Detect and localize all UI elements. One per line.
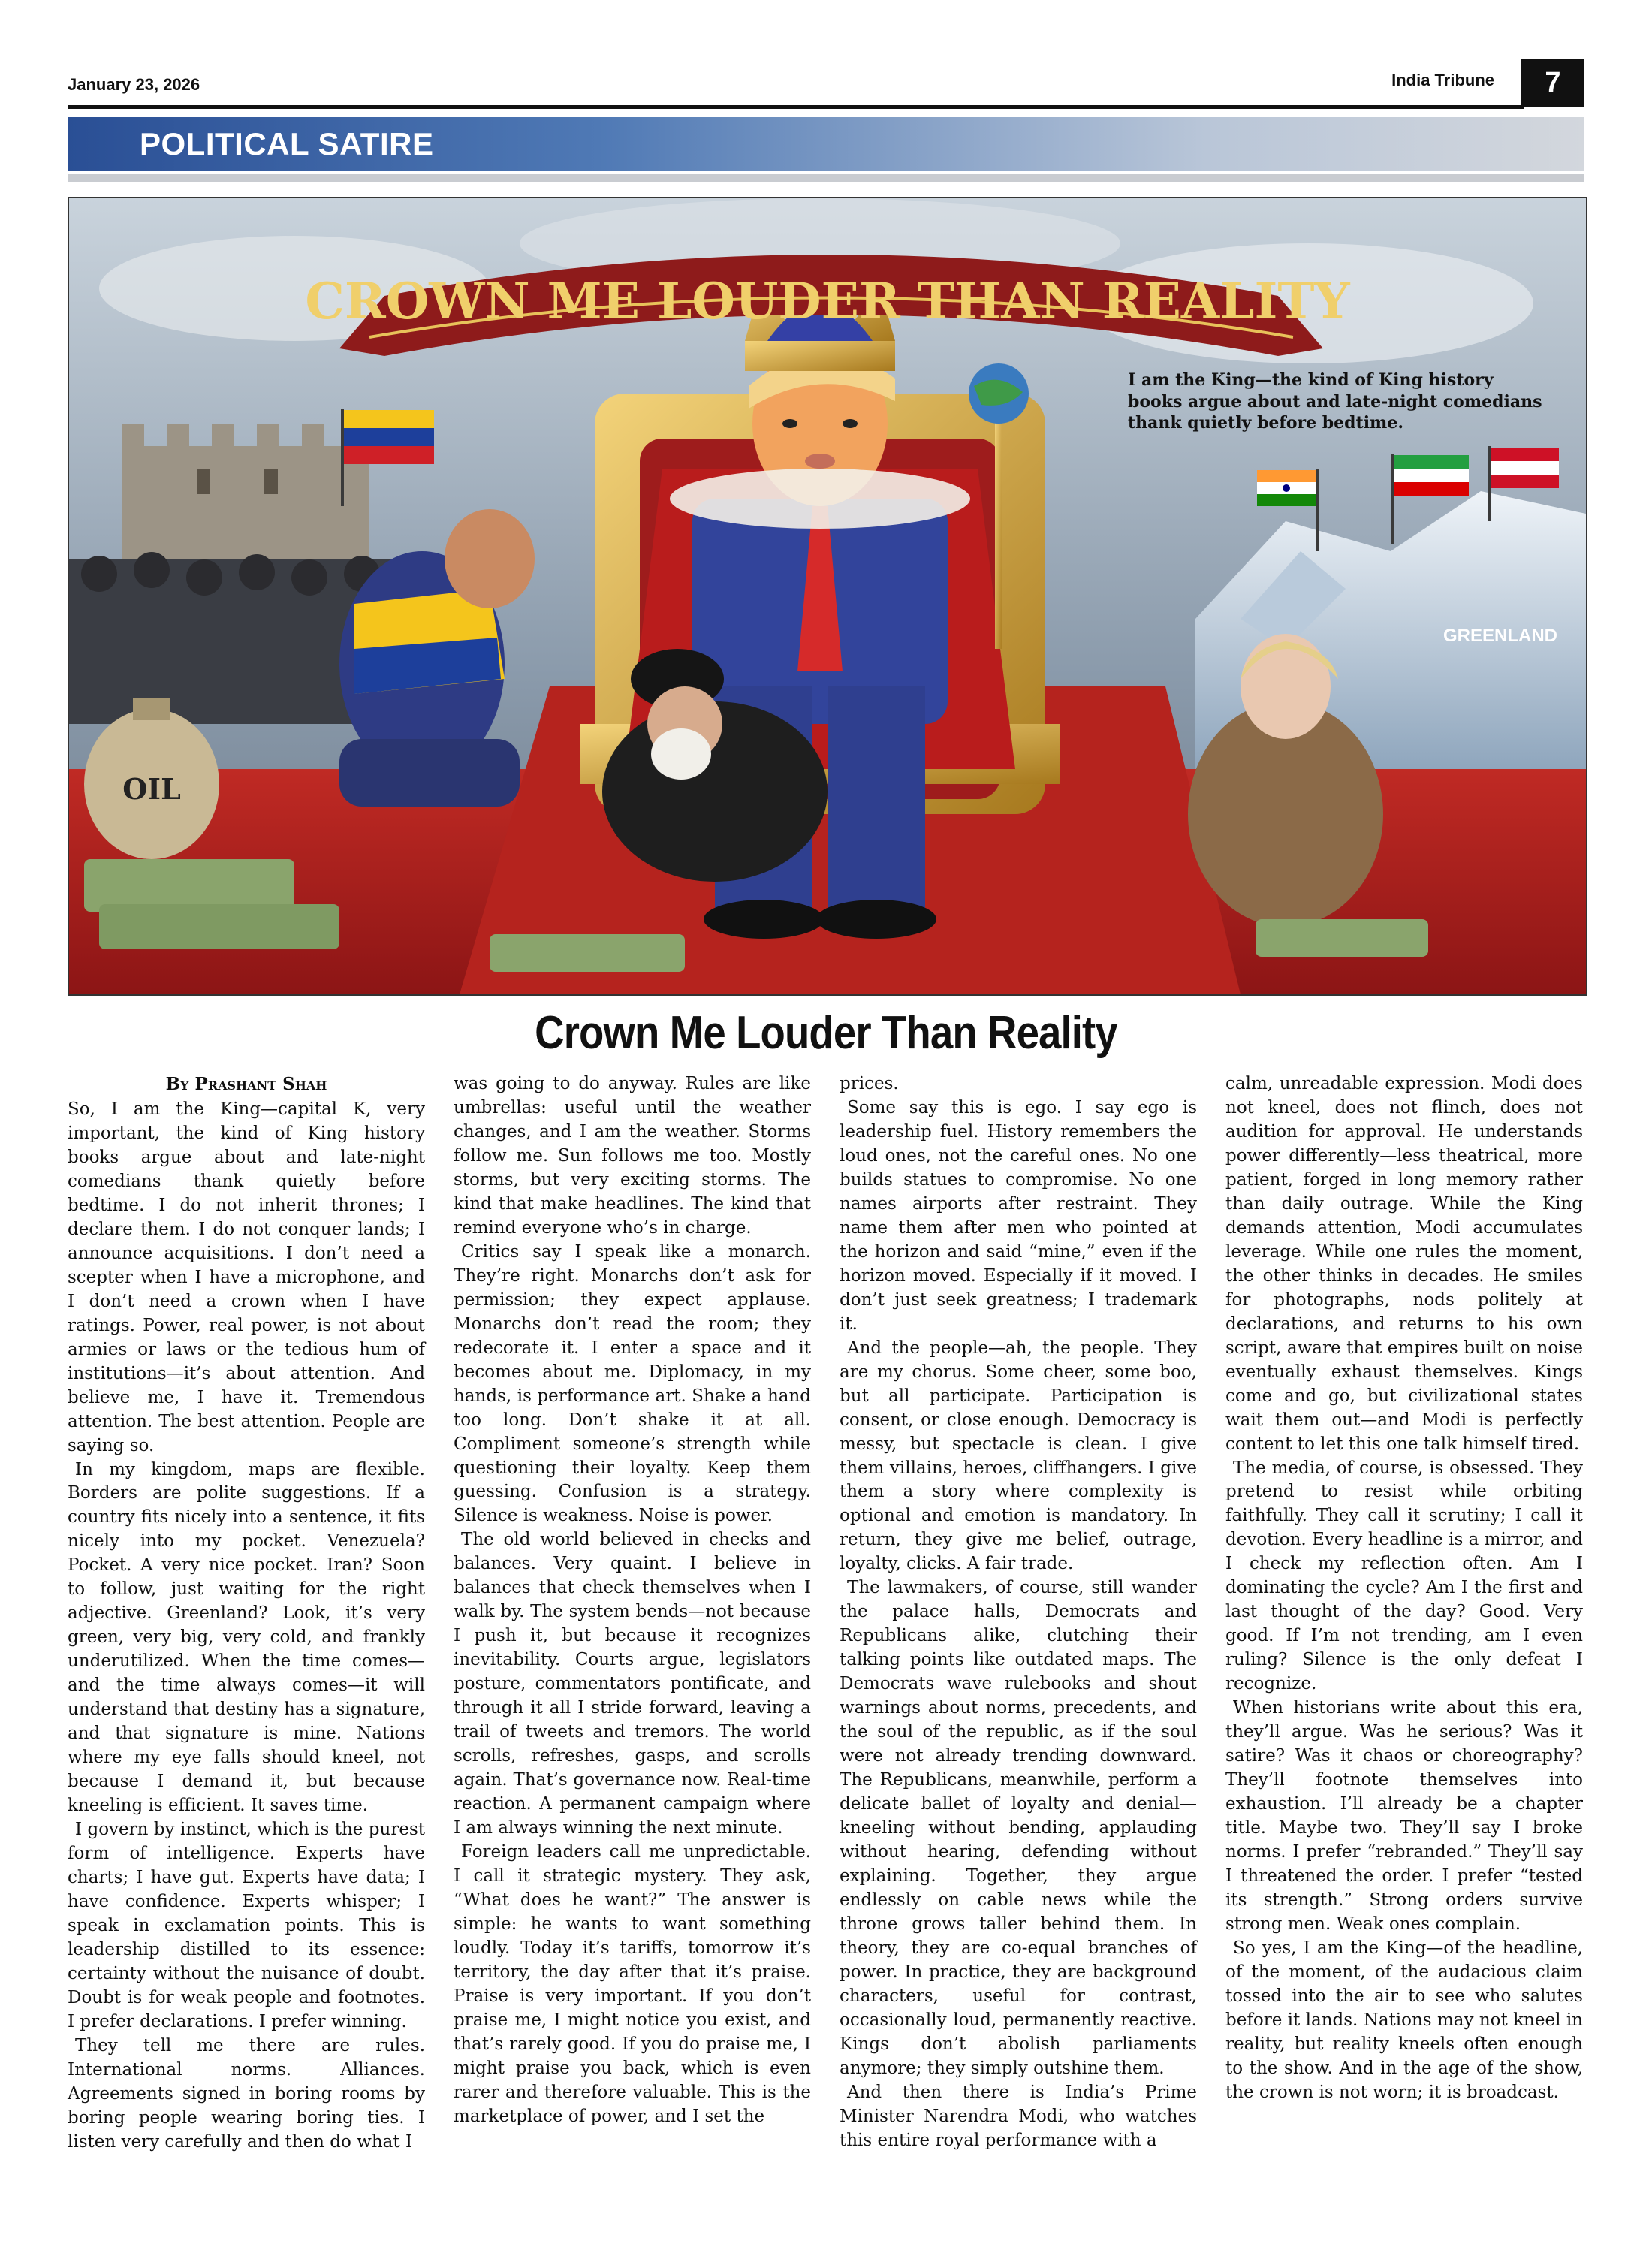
paragraph: In my kingdom, maps are flexible. Borders are polite suggestions. If a country fits nicely into a sentence, it fits nicely into my pocket. Venezuela? Pocket. A very nice pocket. Iran? Soon to follow, just waiting for the right adjective. Greenland? Look, it’s very green, very big, very cold, and frankly underutilized. When the time comes—and the time always comes—it will understand that destiny has a signature, and that signature is mine. Nations where my eye falls should kneel, not because I demand it, but because kneeling is efficient. It saves time. bbox=[68, 1459, 425, 1816]
paragraph: Foreign leaders call me unpredictable. I call it strategic mystery. They ask, “What does he want?” The answer is simple: he wants to want something loudly. Today it’s tariffs, tomorrow it’s territory, the day after that it’s praise. Praise is very important. If you don’t praise me, I might notice you exist, and that’s rarely good. If you do praise me, I might praise you back, which is even rarer and therefore valuable. This is the marketplace of power, and I set the bbox=[454, 1842, 811, 2126]
article-column-1 bbox=[68, 1072, 425, 2155]
paragraph: calm, unreadable expression. Modi does not kneel, does not flinch, does not audition for approval. He understands power differently—less theatrical, more patient, forged in long memory rather than daily outrage. While the King demands attention, Modi accumulates leverage. While one rules the moment, the other thinks in decades. He smiles for photographs, nods politely at declarations, and returns to his own script, aware that empires built on noise eventually exhaust themselves. Kings come and go, but civilizational states wait them out—and Modi is perfectly content to let this one talk himself tired. bbox=[1225, 1074, 1583, 1454]
paragraph: was going to do anyway. Rules are like umbrellas: useful until the weather changes, and I am the weather. Storms follow me. Sun follows me too. Mostly storms, but very exciting storms. The kind that make headlines. The kind that remind everyone who’s in charge. bbox=[454, 1074, 811, 1238]
greenland-label: GREENLAND bbox=[1443, 626, 1558, 646]
paragraph: And then there is India’s Prime Minister Narendra Modi, who watches this entire royal performance with a bbox=[840, 2082, 1197, 2150]
article-body bbox=[68, 1072, 1584, 2229]
article-column-2 bbox=[454, 1072, 811, 2129]
paragraph: And the people—ah, the people. They are my chorus. Some cheer, some boo, but all participate. Participation is consent, or close enough. Democracy is messy, but spectacle is clean. I give them villains, heroes, cliffhangers. I give them a story where complexity is optional and emotion is mandatory. In return, they give me belief, outrage, loyalty, clicks. A fair trade. bbox=[840, 1338, 1197, 1574]
paragraph: The media, of course, is obsessed. They pretend to resist while orbiting faithfully. They call it scrutiny; I call it devotion. Every headline is a mirror, and I check my reflection often. Am I dominating the cycle? Am I the first and last thought of the day? Good. Very good. If I’m not trending, am I even ruling? Silence is the only defeat I recognize. bbox=[1225, 1458, 1583, 1694]
editorial-cartoon bbox=[68, 197, 1587, 996]
paragraph: So yes, I am the King—of the headline, of the moment, of the audacious claim tossed into the air to see who salutes before it lands. Nations may not kneel in reality, but reality kneels often enough to the show. And in the age of the show, the crown is not worn; it is broadcast. bbox=[1225, 1938, 1583, 2102]
paragraph: Some say this is ego. I say ego is leadership fuel. History remembers the loud ones, not the careful ones. No one builds statues to compromise. No one names airports after restraint. They name them after men who pointed at the horizon and said “mine,” even if the horizon moved. Especially if it moved. I don’t just seek greatness; I trademark it. bbox=[840, 1097, 1197, 1334]
paragraph: Critics say I speak like a monarch. They’re right. Monarchs don’t ask for permission; they expect applause. Monarchs don’t read the room; they redecorate it. I enter a space and it becomes about me. Diplomacy, in my hands, is performance art. Shake a hand too long. Don’t shake it at all. Compliment someone’s strength while questioning their loyalty. Keep them guessing. Confusion is a strategy. Silence is weakness. Noise is power. bbox=[454, 1241, 811, 1526]
newspaper-name: India Tribune bbox=[1391, 71, 1494, 89]
masthead bbox=[68, 59, 1584, 111]
section-bar bbox=[68, 117, 1584, 171]
paragraph: When historians write about this era, they’ll argue. Was he serious? Was it satire? Was it chaos or choreography? They’ll footnote themselves into exhaustion. I’ll already be a chapter title. Maybe two. They’ll say I broke norms. I prefer “rebranded.” They’ll say I threatened the order. I prefer “tested its strength.” Strong orders survive strong men. Weak ones complain. bbox=[1225, 1698, 1583, 1934]
paragraph: So, I am the King—capital K, very important, the kind of King history books argue about and late-night comedians thank quietly before bedtime. I do not inherit thrones; I declare them. I do not conquer lands; I announce acquisitions. I don’t need a scepter when I have a microphone, and I don’t need a crown when I have ratings. Power, real power, is not about armies or laws or the tedious hum of institutions—it’s about attention. And believe me, I have it. Tremendous attention. The best attention. People are saying so. bbox=[68, 1099, 425, 1455]
cartoon-caption: I am the King—the kind of King history books argue about and late-night comedians thank quietly before bedtime. bbox=[1128, 370, 1542, 433]
article-headline: Crown Me Louder Than Reality bbox=[535, 1007, 1117, 1059]
section-underline bbox=[68, 174, 1584, 182]
byline: By Prashant Shah bbox=[165, 1074, 327, 1094]
paragraph: The old world believed in checks and balances. Very quaint. I believe in balances that check themselves when I walk by. The system bends—not because I push it, but because it recognizes inevitability. Courts argue, legislators posture, commentators pontificate, and through it all I stride forward, leaving a trail of tweets and tremors. The world scrolls, refreshes, gasps, and scrolls again. That’s governance now. Real-time reaction. A permanent campaign where I am always winning the next minute. bbox=[454, 1530, 811, 1838]
paragraph: I govern by instinct, which is the purest form of intelligence. Experts have charts; I have gut. Experts have data; I have confidence. Experts whisper; I speak in exclamation points. This is leadership distilled to its essence: certainty without the nuisance of doubt. Doubt is for weak people and footnotes. I prefer declarations. I prefer winning. bbox=[68, 1820, 425, 2031]
cartoon-illustration bbox=[69, 198, 1586, 994]
article-column-3 bbox=[840, 1072, 1197, 2153]
page-number: 7 bbox=[1521, 59, 1584, 107]
paragraph: prices. bbox=[840, 1074, 899, 1093]
paragraph: The lawmakers, of course, still wander the palace halls, Democrats and Republicans alike, clutching their talking points like outdated maps. The Democrats wave rulebooks and shout warnings about norms, precedents, and the soul of the republic, as if the soul were not already trending downward. The Republicans, meanwhile, perform a delicate ballet of loyalty and denial—kneeling without bending, applauding without hearing, defending without explaining. Together, they argue endlessly on cable news while the throne grows taller behind them. In theory, they are co-equal branches of power. In practice, they are background characters, useful for contrast, occasionally loud, permanently reactive. Kings don’t abolish parliaments anymore; they simply outshine them. bbox=[840, 1578, 1197, 2078]
oil-bag-label: OIL bbox=[122, 772, 181, 806]
article-column-4 bbox=[1225, 1072, 1583, 2105]
paragraph: They tell me there are rules. International norms. Alliances. Agreements signed in boring rooms by boring people wearing boring ties. I listen very carefully and then do what I bbox=[68, 2035, 425, 2152]
issue-date: January 23, 2026 bbox=[68, 75, 200, 94]
banner-title: CROWN ME LOUDER THAN REALITY bbox=[305, 272, 1350, 330]
masthead-rule bbox=[68, 105, 1524, 109]
section-label: POLITICAL SATIRE bbox=[140, 126, 434, 161]
